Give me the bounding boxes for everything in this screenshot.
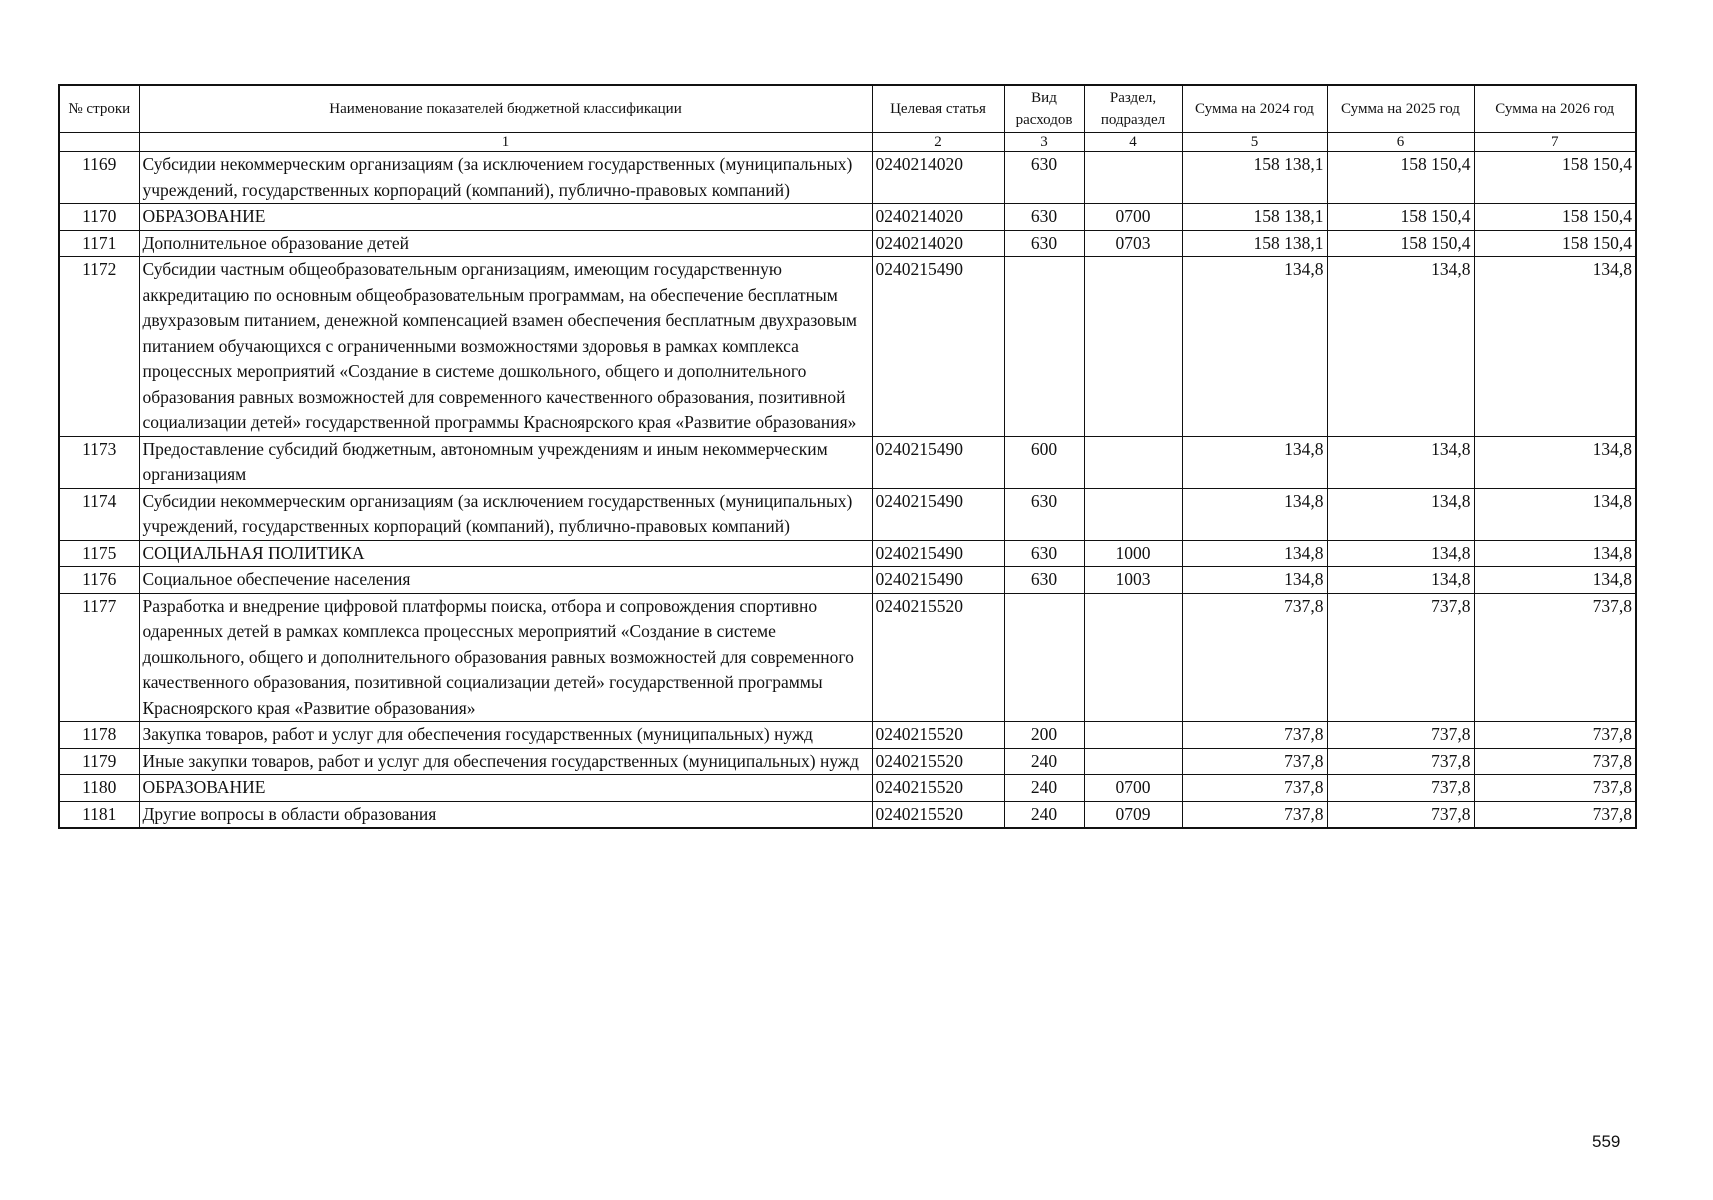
row-target: 0240215520 (872, 801, 1004, 828)
row-name: Другие вопросы в области образования (139, 801, 872, 828)
row-type: 630 (1004, 152, 1084, 204)
row-type: 600 (1004, 436, 1084, 488)
row-name: Субсидии некоммерческим организациям (за исключением государственных (муниципальных) учреждений, государственных корпораций (компаний), публично-правовых компаний) (139, 488, 872, 540)
row-name: Дополнительное образование детей (139, 230, 872, 257)
row-target: 0240215490 (872, 567, 1004, 594)
row-sum-2025: 134,8 (1327, 257, 1474, 437)
row-sum-2024: 158 138,1 (1182, 230, 1327, 257)
row-sum-2025: 134,8 (1327, 436, 1474, 488)
header-sum-2026: Сумма на 2026 год (1474, 85, 1636, 133)
row-number: 1171 (59, 230, 139, 257)
header-name: Наименование показателей бюджетной классификации (139, 85, 872, 133)
table-row (59, 722, 1636, 749)
row-target: 0240214020 (872, 230, 1004, 257)
row-number: 1173 (59, 436, 139, 488)
row-type: 630 (1004, 567, 1084, 594)
row-target: 0240215490 (872, 436, 1004, 488)
budget-table (58, 84, 1637, 829)
row-sum-2025: 134,8 (1327, 567, 1474, 594)
row-type: 240 (1004, 801, 1084, 828)
column-number: 7 (1474, 133, 1636, 152)
header-sum-2024: Сумма на 2024 год (1182, 85, 1327, 133)
row-sum-2026: 737,8 (1474, 775, 1636, 802)
row-sum-2025: 737,8 (1327, 775, 1474, 802)
row-sum-2026: 134,8 (1474, 436, 1636, 488)
row-target: 0240215520 (872, 722, 1004, 749)
row-type: 630 (1004, 204, 1084, 231)
row-number: 1175 (59, 540, 139, 567)
row-sum-2025: 737,8 (1327, 593, 1474, 722)
column-number: 1 (139, 133, 872, 152)
row-sum-2026: 134,8 (1474, 488, 1636, 540)
row-section (1084, 722, 1182, 749)
row-section (1084, 593, 1182, 722)
row-number: 1177 (59, 593, 139, 722)
row-name: ОБРАЗОВАНИЕ (139, 775, 872, 802)
row-number: 1178 (59, 722, 139, 749)
row-sum-2026: 134,8 (1474, 540, 1636, 567)
row-sum-2026: 737,8 (1474, 748, 1636, 775)
table-row (59, 152, 1636, 204)
row-name: ОБРАЗОВАНИЕ (139, 204, 872, 231)
row-section: 0700 (1084, 775, 1182, 802)
row-sum-2025: 737,8 (1327, 801, 1474, 828)
row-type (1004, 257, 1084, 437)
row-sum-2025: 158 150,4 (1327, 230, 1474, 257)
table-row (59, 204, 1636, 231)
row-sum-2024: 737,8 (1182, 722, 1327, 749)
row-sum-2025: 737,8 (1327, 722, 1474, 749)
row-section: 0709 (1084, 801, 1182, 828)
row-sum-2026: 158 150,4 (1474, 152, 1636, 204)
row-name: Субсидии частным общеобразовательным организациям, имеющим государственную аккредитацию по основным общеобразовательным программам, на обеспечение бесплатным двухразовым питанием, денежной компенсацией взамен обеспечения бесплатным двухразовым питанием обучающихся с ограниченными возможностями здоровья в рамках комплекса процессных мероприятий «Создание в системе дошкольного, общего и дополнительного образования равных возможностей для современного качественного образования, позитивной социализации детей» государственной программы Красноярского края «Развитие образования» (139, 257, 872, 437)
table-row (59, 801, 1636, 828)
row-number: 1174 (59, 488, 139, 540)
table-row (59, 748, 1636, 775)
column-number: 3 (1004, 133, 1084, 152)
row-target: 0240215520 (872, 593, 1004, 722)
row-name: Субсидии некоммерческим организациям (за исключением государственных (муниципальных) учреждений, государственных корпораций (компаний), публично-правовых компаний) (139, 152, 872, 204)
row-sum-2026: 158 150,4 (1474, 230, 1636, 257)
row-section (1084, 436, 1182, 488)
table-row (59, 488, 1636, 540)
row-number: 1180 (59, 775, 139, 802)
column-number: 4 (1084, 133, 1182, 152)
row-type: 630 (1004, 540, 1084, 567)
row-target: 0240215490 (872, 540, 1004, 567)
header-type: Вид расходов (1004, 85, 1084, 133)
row-target: 0240215490 (872, 488, 1004, 540)
header-row (59, 85, 1636, 133)
row-number: 1181 (59, 801, 139, 828)
table-row (59, 567, 1636, 594)
row-sum-2024: 134,8 (1182, 436, 1327, 488)
header-section: Раздел, подраздел (1084, 85, 1182, 133)
table-row (59, 593, 1636, 722)
row-number: 1170 (59, 204, 139, 231)
row-sum-2025: 158 150,4 (1327, 204, 1474, 231)
row-name: Предоставление субсидий бюджетным, автономным учреждениям и иным некоммерческим организациям (139, 436, 872, 488)
row-type: 240 (1004, 748, 1084, 775)
table-row (59, 257, 1636, 437)
table-row (59, 436, 1636, 488)
page-number: 559 (1592, 1132, 1621, 1151)
row-name: Иные закупки товаров, работ и услуг для обеспечения государственных (муниципальных) нужд (139, 748, 872, 775)
row-sum-2026: 737,8 (1474, 722, 1636, 749)
column-number-row (59, 133, 1636, 152)
row-sum-2026: 134,8 (1474, 257, 1636, 437)
row-number: 1172 (59, 257, 139, 437)
table-row (59, 540, 1636, 567)
row-number: 1169 (59, 152, 139, 204)
row-target: 0240215520 (872, 748, 1004, 775)
row-section: 1000 (1084, 540, 1182, 567)
row-sum-2025: 158 150,4 (1327, 152, 1474, 204)
table-row (59, 775, 1636, 802)
row-section (1084, 488, 1182, 540)
header-sum-2025: Сумма на 2025 год (1327, 85, 1474, 133)
row-section: 1003 (1084, 567, 1182, 594)
row-sum-2024: 737,8 (1182, 593, 1327, 722)
row-number: 1179 (59, 748, 139, 775)
row-section (1084, 748, 1182, 775)
row-sum-2024: 158 138,1 (1182, 152, 1327, 204)
row-section: 0700 (1084, 204, 1182, 231)
row-type: 200 (1004, 722, 1084, 749)
header-row-no: № строки (59, 85, 139, 133)
row-sum-2025: 134,8 (1327, 540, 1474, 567)
column-number-blank (59, 133, 139, 152)
row-name: Социальное обеспечение населения (139, 567, 872, 594)
row-sum-2024: 737,8 (1182, 801, 1327, 828)
row-target: 0240215490 (872, 257, 1004, 437)
row-sum-2026: 134,8 (1474, 567, 1636, 594)
row-sum-2026: 158 150,4 (1474, 204, 1636, 231)
row-sum-2024: 134,8 (1182, 488, 1327, 540)
row-sum-2025: 134,8 (1327, 488, 1474, 540)
row-sum-2024: 134,8 (1182, 567, 1327, 594)
header-target: Целевая статья (872, 85, 1004, 133)
row-sum-2024: 134,8 (1182, 540, 1327, 567)
table-row (59, 230, 1636, 257)
row-sum-2026: 737,8 (1474, 801, 1636, 828)
row-section (1084, 152, 1182, 204)
row-target: 0240215520 (872, 775, 1004, 802)
row-name: Разработка и внедрение цифровой платформы поиска, отбора и сопровождения спортивно одаренных детей в рамках комплекса процессных мероприятий «Создание в системе дошкольного, общего и дополнительного образования равных возможностей для современного качественного образования, позитивной социализации детей» государственной программы Красноярского края «Развитие образования» (139, 593, 872, 722)
row-name: СОЦИАЛЬНАЯ ПОЛИТИКА (139, 540, 872, 567)
row-sum-2024: 158 138,1 (1182, 204, 1327, 231)
row-type: 630 (1004, 230, 1084, 257)
row-sum-2024: 737,8 (1182, 748, 1327, 775)
row-name: Закупка товаров, работ и услуг для обеспечения государственных (муниципальных) нужд (139, 722, 872, 749)
row-target: 0240214020 (872, 204, 1004, 231)
row-type: 630 (1004, 488, 1084, 540)
column-number: 2 (872, 133, 1004, 152)
row-target: 0240214020 (872, 152, 1004, 204)
column-number: 6 (1327, 133, 1474, 152)
row-sum-2025: 737,8 (1327, 748, 1474, 775)
row-number: 1176 (59, 567, 139, 594)
row-sum-2024: 134,8 (1182, 257, 1327, 437)
row-section: 0703 (1084, 230, 1182, 257)
row-type: 240 (1004, 775, 1084, 802)
row-type (1004, 593, 1084, 722)
column-number: 5 (1182, 133, 1327, 152)
row-sum-2024: 737,8 (1182, 775, 1327, 802)
row-sum-2026: 737,8 (1474, 593, 1636, 722)
row-section (1084, 257, 1182, 437)
